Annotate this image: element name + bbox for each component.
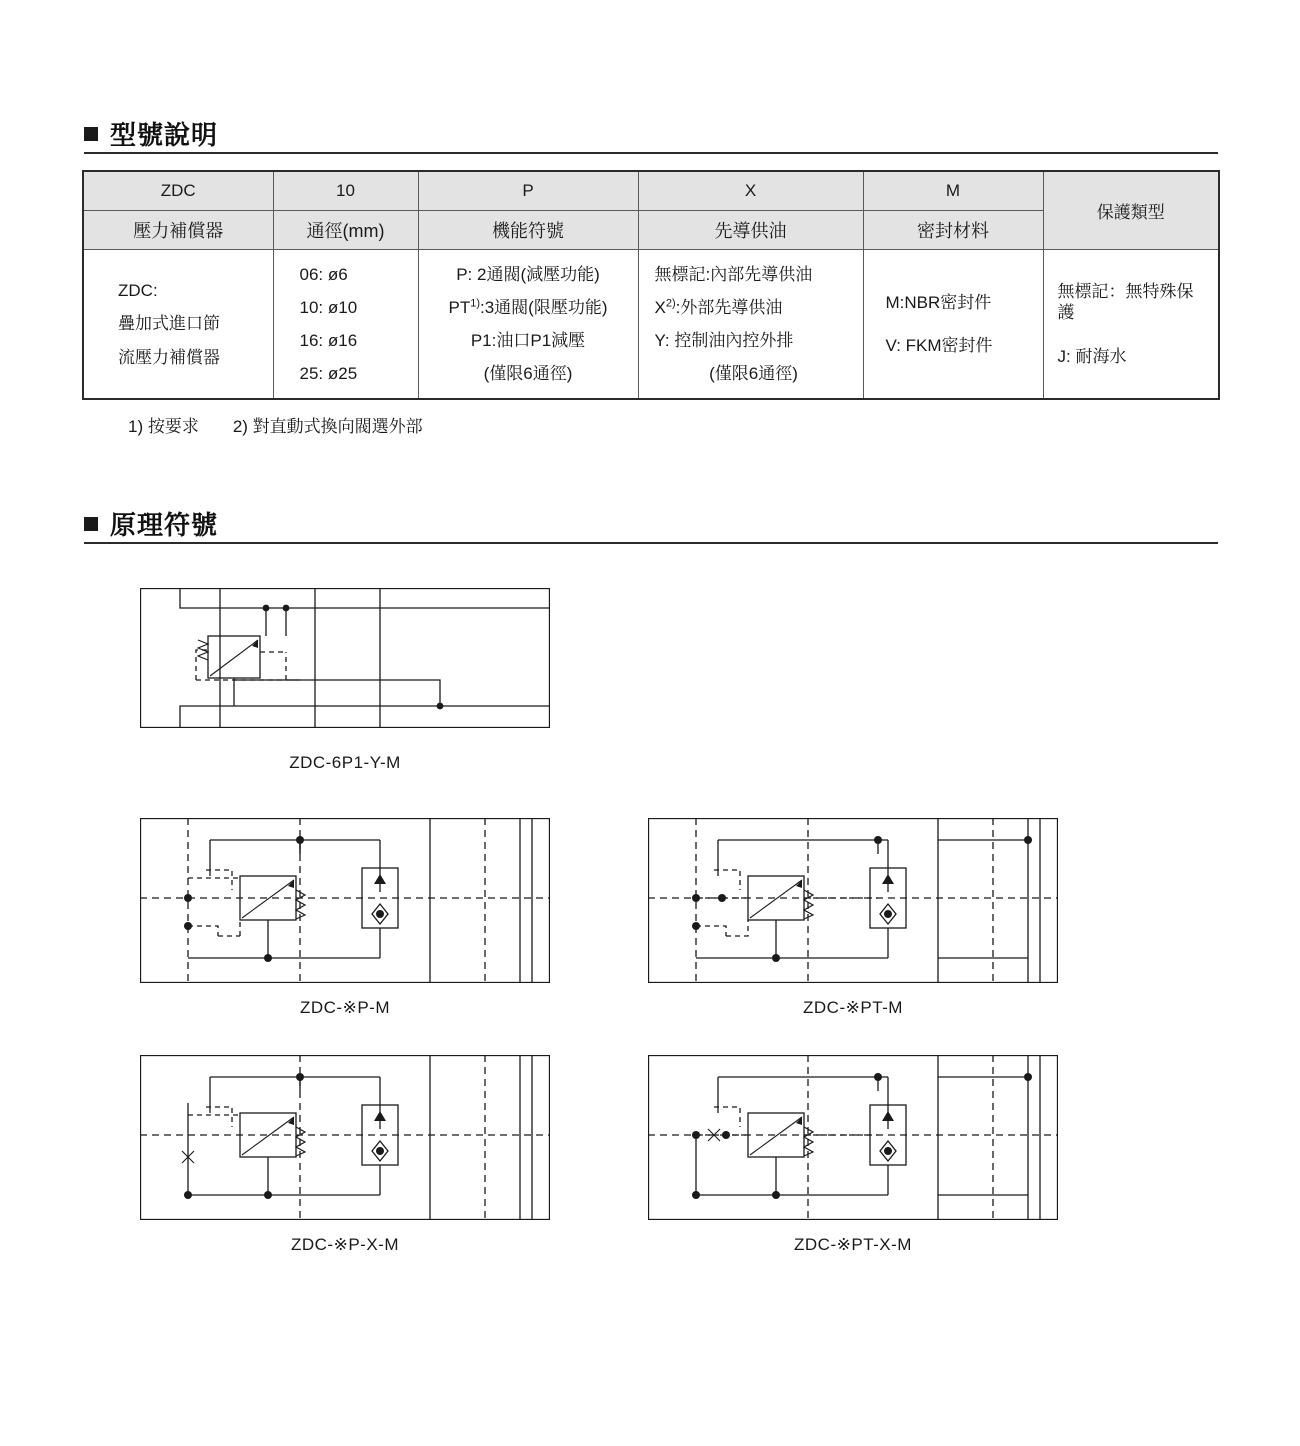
caption-zdc-pt-m: ZDC-※PT-M (803, 998, 903, 1017)
pilot-line-2: $X^{2)}$:外部先導供油 (654, 297, 783, 317)
cell-desc-pilot (638, 250, 863, 400)
table-row-codes (83, 171, 1219, 211)
heading-rule-1 (84, 152, 1218, 154)
cell-code-seal: M (863, 171, 1043, 211)
series-line-1: ZDC: (118, 281, 158, 301)
cell-code-series: ZDC (83, 171, 273, 211)
model-code-table (82, 170, 1220, 400)
footnote-1: 1) 按要求 (128, 417, 199, 436)
caption-zdc-p-m: ZDC-※P-M (299, 998, 390, 1017)
protection-line-1: 無標記：無特殊保護 (1057, 282, 1194, 323)
protection-line-2: J: 耐海水 (1057, 346, 1127, 366)
hydraulic-symbol-zdc-p-x-m (140, 1055, 550, 1220)
footnotes (128, 412, 423, 437)
cell-name-pilot: 先導供油 (638, 211, 863, 250)
hydraulic-symbol-zdc-p-m (140, 818, 550, 983)
pilot-line-4: (僅限6通徑) (709, 364, 798, 384)
function-line-1: P: 2通閥(減壓功能) (456, 264, 600, 284)
cell-code-function: P (418, 171, 638, 211)
cell-desc-function (418, 250, 638, 400)
caption-zdc-p-x-m: ZDC-※P-X-M (290, 1235, 399, 1254)
function-line-4: (僅限6通徑) (483, 364, 573, 384)
table-row-descriptions (83, 250, 1219, 400)
cell-name-seal: 密封材料 (863, 211, 1043, 250)
size-line-2: 10: ø10 (299, 297, 358, 317)
section-title-model-code: 型號說明 (110, 120, 219, 150)
series-line-2: 疊加式進口節 (118, 314, 220, 334)
pilot-line-3: Y: 控制油內控外排 (654, 331, 794, 350)
cell-desc-size (273, 250, 418, 400)
caption-zdc-pt-x-m: ZDC-※PT-X-M (794, 1235, 912, 1254)
seal-line-2: V: FKM密封件 (885, 336, 993, 355)
hydraulic-symbol-zdc-6p1-y-m (140, 588, 550, 728)
section-title-symbols: 原理符號 (110, 510, 219, 540)
cell-desc-protection (1043, 250, 1219, 400)
footnote-2: 2) 對直動式換向閥選外部 (232, 417, 423, 436)
series-line-3: 流壓力補償器 (118, 347, 220, 367)
size-line-4: 25: ø25 (299, 364, 358, 384)
cell-name-series: 壓力補償器 (83, 211, 273, 250)
section-heading-model-code (84, 115, 218, 152)
bullet-square-icon-2 (84, 517, 98, 531)
hydraulic-symbol-zdc-pt-x-m (648, 1055, 1058, 1220)
section-heading-symbols (84, 505, 218, 542)
cell-code-pilot: X (638, 171, 863, 211)
cell-name-protection: 保護類型 (1043, 171, 1219, 250)
cell-desc-seal (863, 250, 1043, 400)
pilot-line-1: 無標記:內部先導供油 (654, 264, 813, 284)
cell-name-function: 機能符號 (418, 211, 638, 250)
size-line-1: 06: ø6 (299, 264, 348, 284)
seal-line-1: M:NBR密封件 (885, 292, 992, 312)
function-line-2: PT$^{1)}$:3通閥(限壓功能) (448, 297, 608, 317)
caption-zdc-6p1-y-m: ZDC-6P1-Y-M (289, 753, 401, 772)
cell-name-size: 通徑(mm) (273, 211, 418, 250)
cell-desc-series (83, 250, 273, 400)
hydraulic-symbol-zdc-pt-m (648, 818, 1058, 983)
bullet-square-icon (84, 127, 98, 141)
cell-code-size: 10 (273, 171, 418, 211)
size-line-3: 16: ø16 (299, 331, 358, 350)
function-line-3: P1:油口P1減壓 (470, 331, 586, 350)
heading-rule-2 (84, 542, 1218, 544)
